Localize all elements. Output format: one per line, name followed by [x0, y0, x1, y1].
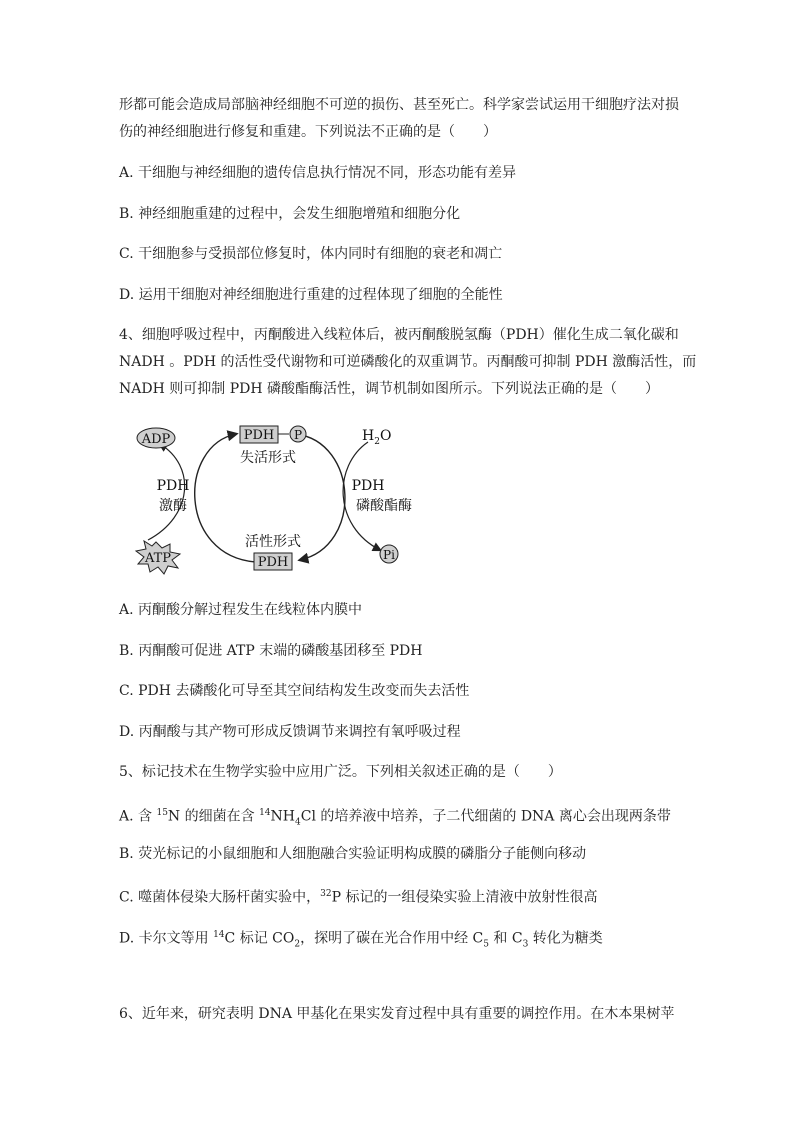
active-form-label: 活性形式 — [245, 534, 301, 550]
pdh-active-label: PDH — [257, 555, 289, 570]
q4-option-d: D. 丙酮酸与其产物可形成反馈调节来调控有氧呼吸过程 — [119, 724, 461, 740]
pdh-regulation-diagram — [118, 416, 438, 586]
kinase-label-1: PDH — [156, 478, 190, 494]
kinase-label-2: 激酶 — [159, 498, 187, 514]
q3-option-c: C. 干细胞参与受损部位修复时，体内同时有细胞的衰老和凋亡 — [119, 246, 503, 262]
q3-option-d: D. 运用干细胞对神经细胞进行重建的过程体现了细胞的全能性 — [119, 287, 503, 303]
q4-option-b: B. 丙酮酸可促进 ATP 末端的磷酸基团移至 PDH — [119, 643, 423, 659]
q4-stem-line-3: NADH 则可抑制 PDH 磷酸酯酶活性，调节机制如图所示。下列说法正确的是（ ） — [119, 381, 659, 397]
intro-line-1: 形都可能会造成局部脑神经细胞不可逆的损伤、甚至死亡。科学家尝试运用干细胞疗法对损 — [119, 97, 679, 113]
q3-option-b: B. 神经细胞重建的过程中，会发生细胞增殖和细胞分化 — [119, 206, 461, 222]
q4-option-a: A. 丙酮酸分解过程发生在线粒体内膜中 — [119, 602, 363, 618]
adp-label: ADP — [141, 432, 171, 447]
water-pi-arc — [343, 442, 380, 550]
q5-stem: 5、标记技术在生物学实验中应用广泛。下列相关叙述正确的是（ ） — [119, 764, 562, 780]
q5-option-b: B. 荧光标记的小鼠细胞和人细胞融合实验证明构成膜的磷脂分子能侧向移动 — [119, 846, 587, 862]
q3-option-a: A. 干细胞与神经细胞的遗传信息执行情况不同，形态功能有差异 — [119, 165, 517, 181]
water-label: $H_2O$ — [362, 428, 392, 447]
q5-option-a: A. 含 $^{15}$N 的细菌在含 $^{14}NH_4Cl$ 的培养液中培养，子二代细菌的 DNA 离心会出现两条带 — [119, 808, 671, 828]
q4-option-c: C. PDH 去磷酸化可导至其空间结构发生改变而失去活性 — [119, 683, 470, 699]
phosphatase-arc — [296, 434, 345, 560]
intro-line-2: 伤的神经细胞进行修复和重建。下列说法不正确的是（ ） — [119, 124, 497, 140]
inactive-form-label: 失活形式 — [240, 450, 296, 466]
q5-option-c: C. 噬菌体侵染大肠杆菌实验中，$^{32}$P 标记的一组侵染实验上清液中放射性很高 — [119, 889, 598, 906]
phosphatase-label-2: 磷酸酯酶 — [356, 498, 412, 514]
pi-label: Pi — [383, 548, 395, 562]
q6-stem: 6、近年来，研究表明 DNA 甲基化在果实发育过程中具有重要的调控作用。在木本果树苹 — [119, 1006, 675, 1022]
phosphate-label: P — [293, 428, 303, 442]
pdh-inactive-label: PDH — [243, 428, 275, 443]
phosphatase-label-1: PDH — [351, 478, 385, 494]
q5-option-d: D. 卡尔文等用 $^{14}$C 标记 $CO_2$，探明了碳在光合作用中经 $C_5$ 和 $C_3$ 转化为糖类 — [119, 930, 603, 950]
atp-label: ATP — [144, 551, 172, 566]
q4-stem-line-1: 4、细胞呼吸过程中，丙酮酸进入线粒体后，被丙酮酸脱氢酶（PDH）催化生成二氧化碳和 — [119, 327, 679, 343]
q4-stem-line-2: NADH 。PDH 的活性受代谢物和可逆磷酸化的双重调节。丙酮酸可抑制 PDH 激酶活性，而 — [119, 354, 697, 370]
